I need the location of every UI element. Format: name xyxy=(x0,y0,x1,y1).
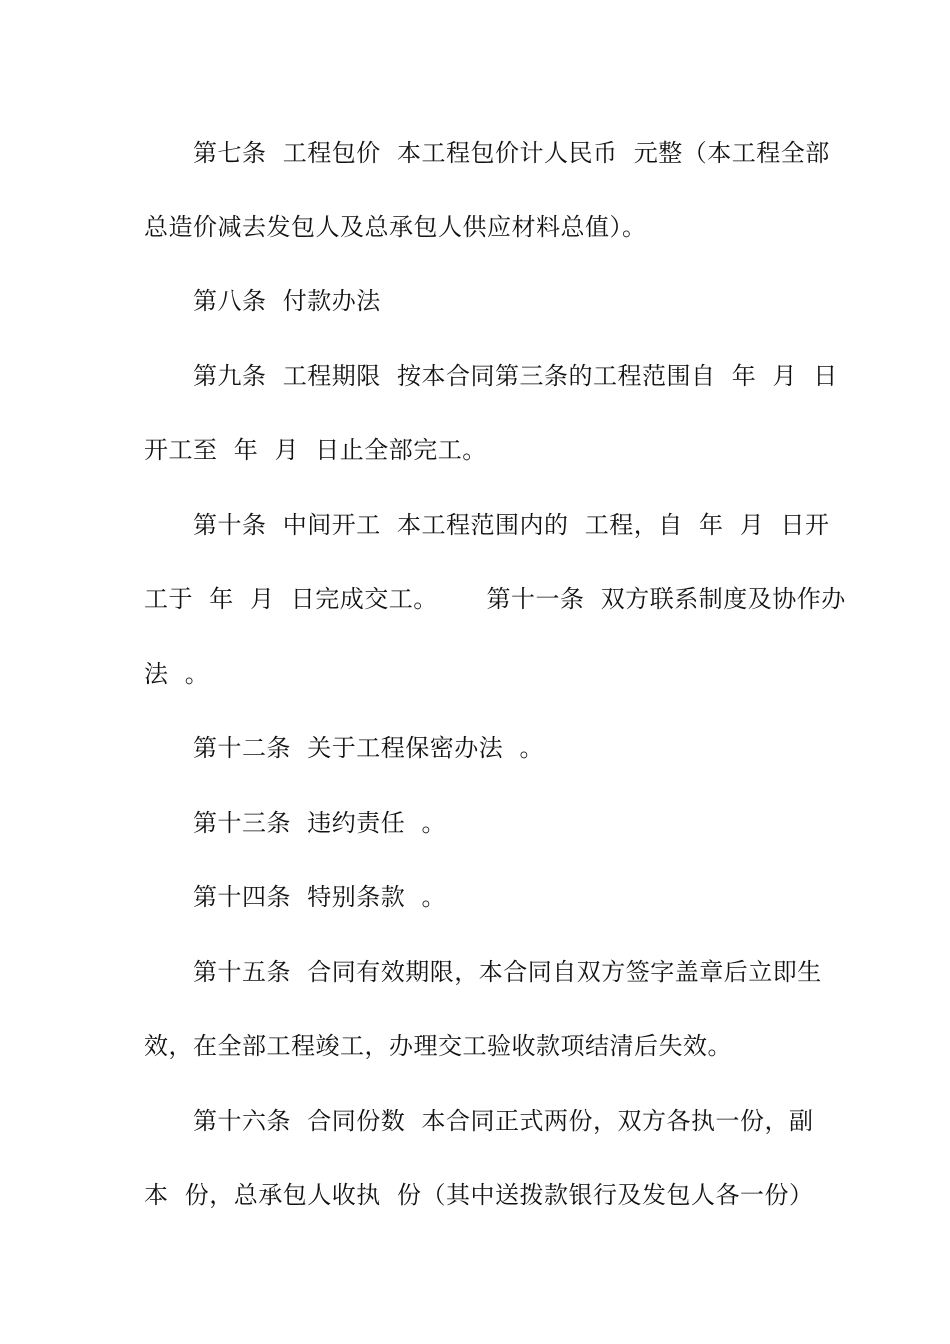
text-line: 法 。 xyxy=(144,660,210,688)
text-line: 第十六条 合同份数 本合同正式两份，双方各执一份，副 xyxy=(193,1107,814,1135)
text-line: 本 份，总承包人收执 份（其中送拨款银行及发包人各一份） xyxy=(144,1181,814,1209)
text-line: 工于 年 月 日完成交工。 第十一条 双方联系制度及协作办 xyxy=(144,585,846,613)
text-line: 第十五条 合同有效期限，本合同自双方签字盖章后立即生 xyxy=(193,958,822,986)
text-line: 第九条 工程期限 按本合同第三条的工程范围自 年 月 日 xyxy=(193,362,838,390)
text-line: 第八条 付款办法 xyxy=(193,287,381,315)
text-line: 开工至 年 月 日止全部完工。 xyxy=(144,436,487,464)
text-line: 第十条 中间开工 本工程范围内的 工程，自 年 月 日开 xyxy=(193,511,830,539)
text-line: 第十四条 特别条款 。 xyxy=(193,883,447,911)
text-line: 第七条 工程包价 本工程包价计人民币 元整（本工程全部 xyxy=(193,139,830,167)
text-line: 第十三条 违约责任 。 xyxy=(193,809,447,837)
text-line: 效，在全部工程竣工，办理交工验收款项结清后失效。 xyxy=(144,1032,732,1060)
text-line: 总造价减去发包人及总承包人供应材料总值）。 xyxy=(144,213,647,241)
text-line: 第十二条 关于工程保密办法 。 xyxy=(193,734,545,762)
